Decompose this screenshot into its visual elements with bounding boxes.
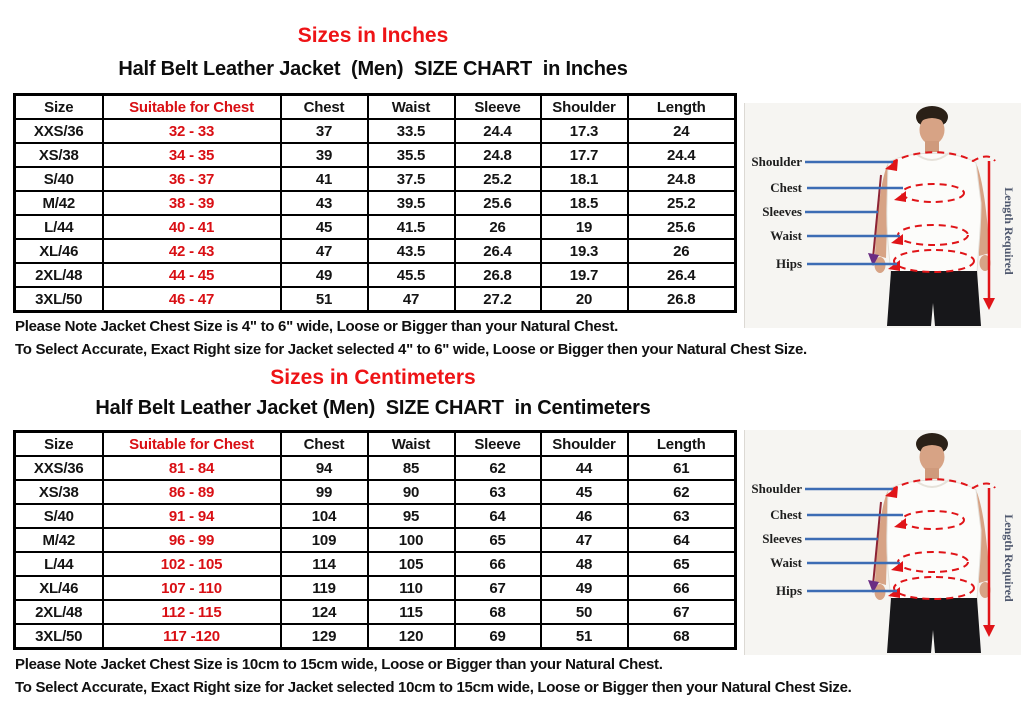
waist-label: Waist	[770, 228, 802, 243]
table-cell: 66	[455, 552, 541, 576]
table-cell: 25.6	[455, 191, 541, 215]
column-header: Chest	[281, 432, 368, 457]
chest-label: Chest	[770, 507, 802, 522]
shoulder-label: Shoulder	[751, 481, 802, 496]
table-cell: 65	[628, 552, 736, 576]
table-row	[15, 528, 736, 552]
table-cell: 24.8	[628, 167, 736, 191]
table-cell: 114	[281, 552, 368, 576]
table-cell: 42 - 43	[103, 239, 281, 263]
column-header: Chest	[281, 95, 368, 120]
table-row	[15, 263, 736, 287]
table-cell: 91 - 94	[103, 504, 281, 528]
table-cell: 67	[628, 600, 736, 624]
table-cell: 81 - 84	[103, 456, 281, 480]
measurement-figure-icon	[745, 103, 1021, 328]
table-cell: 62	[455, 456, 541, 480]
inches-note-2: To Select Accurate, Exact Right size for Jacket selected 4" to 6" wide, Loose or Bigger then your Natural Chest Size.	[15, 341, 807, 358]
column-header: Sleeve	[455, 432, 541, 457]
sleeves-label: Sleeves	[762, 531, 802, 546]
table-cell: 3XL/50	[15, 624, 103, 649]
table-cell: 24.4	[628, 143, 736, 167]
table-cell: 37.5	[368, 167, 455, 191]
table-cell: 45	[281, 215, 368, 239]
table-cell: 19.3	[541, 239, 628, 263]
table-row	[15, 552, 736, 576]
table-cell: L/44	[15, 215, 103, 239]
column-header: Sleeve	[455, 95, 541, 120]
table-cell: 41.5	[368, 215, 455, 239]
table-cell: 51	[541, 624, 628, 649]
table-cell: L/44	[15, 552, 103, 576]
table-cell: XL/46	[15, 576, 103, 600]
column-header: Size	[15, 95, 103, 120]
inches-red-title: Sizes in Inches	[297, 24, 449, 47]
table-cell: 39.5	[368, 191, 455, 215]
cm-note-1: Please Note Jacket Chest Size is 10cm to 15cm wide, Loose or Bigger than your Natural Chest.	[15, 656, 663, 673]
table-cell: 39	[281, 143, 368, 167]
table-cell: 94	[281, 456, 368, 480]
table-row	[15, 624, 736, 649]
table-cell: 2XL/48	[15, 600, 103, 624]
column-header: Length	[628, 95, 736, 120]
table-row	[15, 287, 736, 312]
column-header: Suitable for Chest	[103, 95, 281, 120]
table-cell: 85	[368, 456, 455, 480]
table-cell: 119	[281, 576, 368, 600]
table-cell: 99	[281, 480, 368, 504]
table-cell: 47	[368, 287, 455, 312]
table-cell: M/42	[15, 528, 103, 552]
table-cell: 34 - 35	[103, 143, 281, 167]
table-cell: 64	[628, 528, 736, 552]
table-cell: 69	[455, 624, 541, 649]
inches-chart-title: Half Belt Leather Jacket (Men) SIZE CHART in Inches	[118, 58, 628, 80]
table-cell: 109	[281, 528, 368, 552]
table-cell: 107 - 110	[103, 576, 281, 600]
table-cell: 100	[368, 528, 455, 552]
table-cell: 47	[541, 528, 628, 552]
table-cell: 26	[455, 215, 541, 239]
column-header: Waist	[368, 95, 455, 120]
table-cell: 45.5	[368, 263, 455, 287]
hips-label: Hips	[775, 256, 802, 271]
table-cell: 25.6	[628, 215, 736, 239]
shoulder-label: Shoulder	[751, 154, 802, 169]
table-cell: XS/38	[15, 480, 103, 504]
header-row	[15, 432, 736, 457]
table-row	[15, 456, 736, 480]
table-cell: 86 - 89	[103, 480, 281, 504]
inches-size-table	[13, 93, 737, 313]
table-cell: 17.7	[541, 143, 628, 167]
table-cell: 67	[455, 576, 541, 600]
table-cell: 25.2	[455, 167, 541, 191]
table-cell: 44	[541, 456, 628, 480]
column-header: Shoulder	[541, 432, 628, 457]
table-cell: 38 - 39	[103, 191, 281, 215]
column-header: Shoulder	[541, 95, 628, 120]
table-cell: 26.4	[628, 263, 736, 287]
table-cell: XXS/36	[15, 119, 103, 143]
table-cell: 2XL/48	[15, 263, 103, 287]
table-cell: 124	[281, 600, 368, 624]
table-cell: 62	[628, 480, 736, 504]
table-cell: XL/46	[15, 239, 103, 263]
table-row	[15, 576, 736, 600]
table-cell: 96 - 99	[103, 528, 281, 552]
waist-label: Waist	[770, 555, 802, 570]
table-cell: M/42	[15, 191, 103, 215]
table-cell: 44 - 45	[103, 263, 281, 287]
measurement-figure-icon	[745, 430, 1021, 655]
table-cell: 68	[628, 624, 736, 649]
table-row	[15, 167, 736, 191]
table-cell: XXS/36	[15, 456, 103, 480]
table-cell: 49	[541, 576, 628, 600]
table-cell: 49	[281, 263, 368, 287]
table-cell: 46	[541, 504, 628, 528]
cm-chart-title: Half Belt Leather Jacket (Men) SIZE CHART in Centimeters	[95, 397, 651, 419]
table-cell: 50	[541, 600, 628, 624]
table-cell: 43	[281, 191, 368, 215]
table-cell: 35.5	[368, 143, 455, 167]
column-header: Waist	[368, 432, 455, 457]
table-cell: 45	[541, 480, 628, 504]
table-cell: 26.8	[628, 287, 736, 312]
table-cell: 27.2	[455, 287, 541, 312]
table-cell: XS/38	[15, 143, 103, 167]
column-header: Suitable for Chest	[103, 432, 281, 457]
table-cell: 18.1	[541, 167, 628, 191]
table-cell: 117 -120	[103, 624, 281, 649]
table-cell: 110	[368, 576, 455, 600]
table-cell: 26.8	[455, 263, 541, 287]
chest-label: Chest	[770, 180, 802, 195]
table-cell: 66	[628, 576, 736, 600]
table-cell: 104	[281, 504, 368, 528]
table-cell: 20	[541, 287, 628, 312]
table-row	[15, 191, 736, 215]
table-row	[15, 215, 736, 239]
table-cell: 95	[368, 504, 455, 528]
measurement-diagram-inches	[744, 103, 1021, 328]
table-cell: 47	[281, 239, 368, 263]
table-row	[15, 239, 736, 263]
table-cell: S/40	[15, 167, 103, 191]
column-header: Size	[15, 432, 103, 457]
table-cell: 46 - 47	[103, 287, 281, 312]
table-cell: 26	[628, 239, 736, 263]
table-cell: 33.5	[368, 119, 455, 143]
inches-note-1: Please Note Jacket Chest Size is 4" to 6" wide, Loose or Bigger than your Natural Chest.	[15, 318, 619, 335]
cm-note-2: To Select Accurate, Exact Right size for Jacket selected 10cm to 15cm wide, Loose or Bigger then your Natural Chest Size.	[15, 679, 852, 696]
table-cell: 61	[628, 456, 736, 480]
table-cell: 40 - 41	[103, 215, 281, 239]
table-row	[15, 480, 736, 504]
table-cell: 90	[368, 480, 455, 504]
table-cell: 41	[281, 167, 368, 191]
hips-label: Hips	[775, 583, 802, 598]
table-cell: 48	[541, 552, 628, 576]
table-cell: 129	[281, 624, 368, 649]
table-cell: 68	[455, 600, 541, 624]
cm-size-table	[13, 430, 737, 650]
table-row	[15, 143, 736, 167]
table-cell: 51	[281, 287, 368, 312]
table-cell: 18.5	[541, 191, 628, 215]
table-cell: 3XL/50	[15, 287, 103, 312]
table-row	[15, 600, 736, 624]
table-cell: 19.7	[541, 263, 628, 287]
table-cell: 24.4	[455, 119, 541, 143]
table-cell: 26.4	[455, 239, 541, 263]
table-row	[15, 119, 736, 143]
table-cell: 24	[628, 119, 736, 143]
table-cell: 17.3	[541, 119, 628, 143]
sleeves-label: Sleeves	[762, 204, 802, 219]
table-cell: 25.2	[628, 191, 736, 215]
table-cell: 115	[368, 600, 455, 624]
table-cell: 105	[368, 552, 455, 576]
column-header: Length	[628, 432, 736, 457]
measurement-diagram-cm	[744, 430, 1021, 655]
table-cell: 120	[368, 624, 455, 649]
length-required-label: Length Required	[1002, 187, 1016, 275]
table-cell: 65	[455, 528, 541, 552]
table-cell: 102 - 105	[103, 552, 281, 576]
table-cell: 43.5	[368, 239, 455, 263]
cm-red-title: Sizes in Centimeters	[270, 366, 476, 389]
table-cell: 112 - 115	[103, 600, 281, 624]
table-cell: 64	[455, 504, 541, 528]
header-row	[15, 95, 736, 120]
table-row	[15, 504, 736, 528]
table-cell: 37	[281, 119, 368, 143]
table-cell: 63	[628, 504, 736, 528]
table-cell: 24.8	[455, 143, 541, 167]
table-cell: 19	[541, 215, 628, 239]
table-cell: 63	[455, 480, 541, 504]
table-cell: 32 - 33	[103, 119, 281, 143]
table-cell: 36 - 37	[103, 167, 281, 191]
table-cell: S/40	[15, 504, 103, 528]
length-required-label: Length Required	[1002, 514, 1016, 602]
